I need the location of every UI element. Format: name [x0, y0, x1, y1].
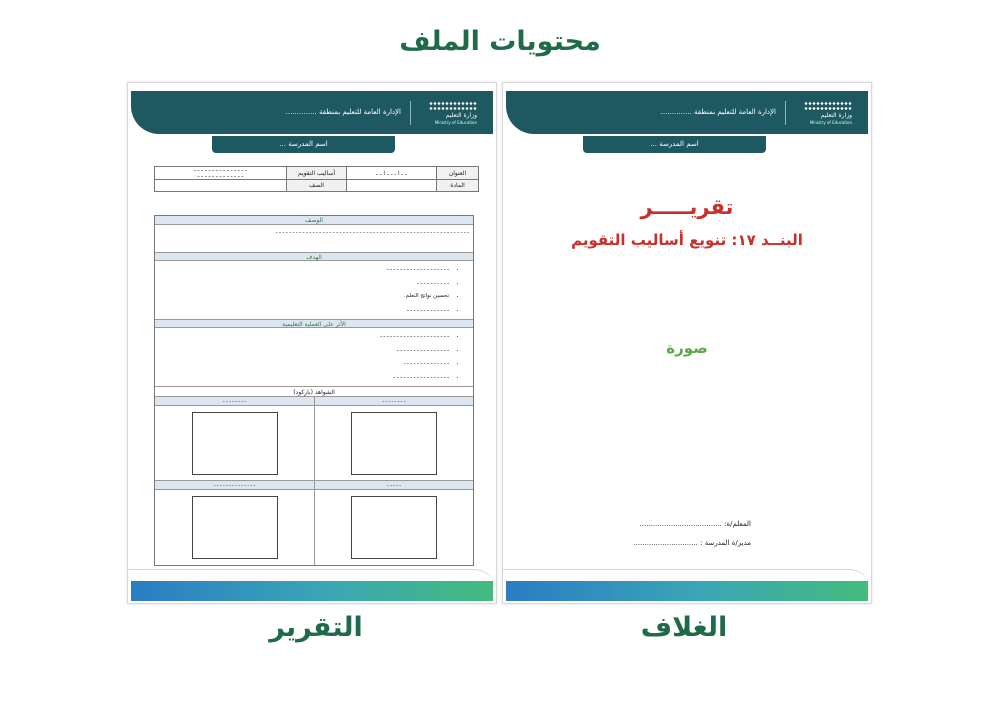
- evidence-grid: [155, 397, 473, 565]
- evidence-title: ـ ـ ـ ـ ـ ـ ـ ـ: [315, 397, 473, 406]
- ministry-logo-icon: [429, 101, 477, 111]
- goal-header: الهدف: [155, 252, 473, 261]
- impact-list: [155, 328, 473, 386]
- directorate-text: الإدارة العامة للتعليم بمنطقة ..............: [285, 108, 401, 116]
- impact-item: • ـ ـ ـ ـ ـ ـ ـ ـ ـ ـ ـ ـ ـ ـ ـ ـ ـ ـ ـ ـ ـ: [159, 330, 449, 344]
- page-title: محتويات الملف: [399, 26, 601, 57]
- methods-label: أساليب التقويم: [287, 167, 347, 180]
- cover-title: تقريـــــر: [640, 195, 734, 219]
- methods-value: [155, 167, 287, 180]
- cover-page-preview: [502, 82, 872, 604]
- methods-value-line-2: ـ ـ ـ ـ ـ ـ ـ ـ ـ ـ ـ ـ ـ: [197, 172, 244, 179]
- impact-item: • ـ ـ ـ ـ ـ ـ ـ ـ ـ ـ ـ ـ ـ ـ: [159, 357, 449, 371]
- goal-list: [155, 261, 473, 319]
- goal-item: • ـ ـ ـ ـ ـ ـ ـ ـ ـ ـ ـ ـ ـ ـ ـ ـ ـ ـ ـ: [159, 263, 449, 277]
- evidence-title: ـ ـ ـ ـ ـ ـ ـ ـ: [155, 397, 314, 406]
- ministry-name-en: Ministry of Education: [809, 120, 852, 125]
- subject-label: المادة: [437, 180, 479, 192]
- methods-value-line-1: ـ ـ ـ ـ ـ ـ ـ ـ ـ ـ ـ ـ ـ ـ ـ: [193, 166, 248, 173]
- goal-item: • ـ ـ ـ ـ ـ ـ ـ ـ ـ ـ ـ ـ ـ: [159, 304, 449, 318]
- report-page-preview: [127, 82, 497, 604]
- grade-label: الصف: [287, 180, 347, 192]
- title-value: ـ ـ ا ـ ـ ـ ا ـ ـ: [347, 167, 437, 180]
- evidence-title: ـ ـ ـ ـ ـ: [315, 481, 473, 490]
- goal-item: • تحسين نواتج التعلم.: [159, 290, 449, 304]
- evidence-header: الشواهد (باركود): [155, 386, 473, 397]
- teacher-signature-line: المعلم/ة: .....................................: [639, 520, 751, 528]
- evidence-title: ـ ـ ـ ـ ـ ـ ـ ـ ـ ـ ـ ـ ـ ـ: [155, 481, 314, 490]
- evidence-cell: [155, 397, 314, 481]
- header-divider: [785, 101, 786, 125]
- report-content-box: [154, 215, 474, 566]
- ministry-name-en: Ministry of Education: [434, 120, 477, 125]
- cover-header: [506, 91, 868, 134]
- directorate-text: الإدارة العامة للتعليم بمنطقة ..............: [660, 108, 776, 116]
- footer-gradient-bar: [506, 581, 868, 601]
- ministry-name-ar: وزارة التعليم: [820, 112, 852, 119]
- evidence-cell: [314, 481, 473, 565]
- ministry-logo: [417, 101, 477, 125]
- evidence-cell: [155, 481, 314, 565]
- report-label: التقرير: [269, 612, 363, 643]
- ministry-logo: [792, 101, 852, 125]
- description-text: ـ ـ ـ ـ ـ ـ ـ ـ ـ ـ ـ ـ ـ ـ ـ ـ ـ ـ ـ ـ ـ ـ ـ ـ ـ ـ ـ ـ ـ ـ ـ ـ ـ ـ ـ ـ ـ ـ ـ ـ ـ ـ ـ ـ ـ ـ ـ ـ ـ ـ ـ ـ ـ ـ ـ ـ ـ ـ: [275, 229, 469, 235]
- impact-item: • ـ ـ ـ ـ ـ ـ ـ ـ ـ ـ ـ ـ ـ ـ ـ ـ: [159, 344, 449, 358]
- principal-signature-line: مدير/ة المدرسة : .............................: [633, 539, 751, 547]
- description-header: الوصف: [155, 216, 473, 225]
- impact-header: الأثر على العملية التعليمية: [155, 319, 473, 328]
- goal-item: • ـ ـ ـ ـ ـ ـ ـ ـ ـ ـ: [159, 277, 449, 291]
- barcode-placeholder: [192, 412, 278, 475]
- cover-label: الغلاف: [640, 612, 728, 643]
- barcode-placeholder: [351, 412, 437, 475]
- grade-value: [155, 180, 287, 192]
- ministry-logo-icon: [804, 101, 852, 111]
- ministry-name-ar: وزارة التعليم: [445, 112, 477, 119]
- subject-value: [347, 180, 437, 192]
- school-name-tab: اسم المدرسة ...: [212, 136, 395, 153]
- cover-subtitle: البنــد ١٧: تنويع أساليب التقويم: [571, 231, 803, 249]
- report-info-table: [154, 166, 479, 192]
- evidence-cell: [314, 397, 473, 481]
- photo-placeholder-label: صورة: [666, 339, 708, 357]
- school-name-tab: اسم المدرسة ...: [583, 136, 766, 153]
- impact-item: • ـ ـ ـ ـ ـ ـ ـ ـ ـ ـ ـ ـ ـ ـ ـ ـ ـ: [159, 371, 449, 385]
- header-divider: [410, 101, 411, 125]
- footer-gradient-bar: [131, 581, 493, 601]
- title-label: العنوان: [437, 167, 479, 180]
- barcode-placeholder: [192, 496, 278, 559]
- barcode-placeholder: [351, 496, 437, 559]
- report-header: [131, 91, 493, 134]
